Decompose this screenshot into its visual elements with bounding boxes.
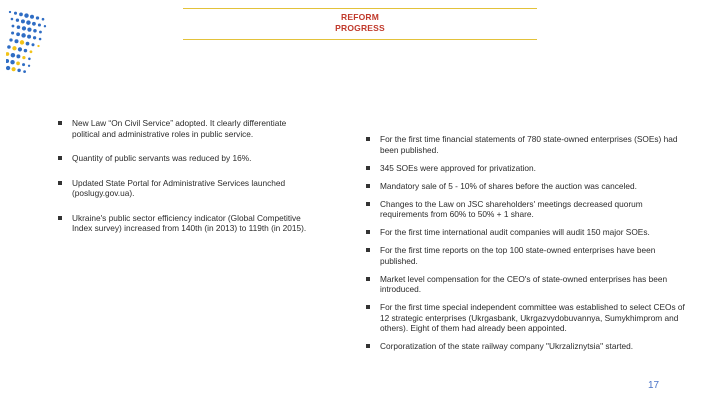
- right-bullet-list: [366, 134, 692, 359]
- logo-dot: [6, 59, 9, 63]
- bullet-square-icon: [58, 181, 62, 185]
- logo-dot: [30, 15, 34, 19]
- logo-dot: [26, 42, 30, 46]
- logo-dot: [32, 22, 36, 26]
- list-item-text: For the first time reports on the top 100 state-owned enterprises have been published.: [380, 245, 656, 266]
- list-item-text: Mandatory sale of 5 - 10% of shares before the auction was canceled.: [380, 180, 637, 191]
- list-item: [366, 134, 692, 155]
- logo-dot: [17, 25, 21, 29]
- logo-dot: [11, 53, 16, 58]
- logo-dot: [18, 47, 22, 51]
- logo-dot: [42, 18, 45, 21]
- logo-dot: [6, 66, 10, 70]
- logo-dot: [27, 27, 31, 31]
- list-item-text: Corporatization of the state railway company "Ukrzaliznytsia" started.: [380, 341, 634, 351]
- logo-dot: [24, 49, 27, 52]
- logo-dot: [33, 36, 36, 39]
- logo-dot: [12, 25, 15, 28]
- list-item: [366, 274, 692, 295]
- list-item: [58, 153, 310, 164]
- logo-dot: [12, 46, 16, 50]
- list-item-text: Changes to the Law on JSC shareholders' meetings decreased quorum requirements from 60% to 50% + 1 share.: [380, 198, 643, 219]
- logo-dot: [44, 25, 46, 27]
- list-item: [58, 213, 310, 234]
- logo-dot: [22, 63, 25, 66]
- bullet-square-icon: [366, 202, 370, 206]
- bullet-square-icon: [366, 277, 370, 281]
- list-item-text: For the first time financial statements of 780 state-owned enterprises (SOEs) had been published.: [380, 134, 678, 155]
- list-item: [366, 181, 692, 192]
- logo-dot: [9, 11, 11, 13]
- list-item-text: Ukraine's public sector efficiency indicator (Global Competitive Index survey) increased from 140th (in 2013) to 119th (in 2015).: [72, 212, 307, 233]
- page-title-line-1: REFORM: [340, 12, 380, 22]
- bullet-square-icon: [366, 184, 370, 188]
- logo-dot: [28, 65, 30, 67]
- list-item-text: For the first time special independent committee was established to select CEOs of 12 strategic enterprises (Ukrgasbank, Ukrgazvydobuvannya, Sumykhimprom and others). Eight of them had already been appointed.: [380, 302, 685, 333]
- list-item: [58, 178, 310, 199]
- list-item: [366, 302, 692, 334]
- logo-dot: [11, 31, 14, 34]
- bullet-square-icon: [58, 156, 62, 160]
- logo-dot: [9, 38, 12, 41]
- bullet-square-icon: [366, 230, 370, 234]
- logo-dot: [16, 62, 20, 66]
- logo-dot: [27, 35, 31, 39]
- list-item-text: New Law “On Civil Service” adopted. It clearly differentiate political and administrative roles in public service.: [72, 118, 287, 139]
- logo-dot: [16, 54, 20, 58]
- logo-dot: [14, 12, 17, 15]
- logo-dot: [19, 13, 23, 17]
- page-number: 17: [648, 380, 660, 391]
- logo-dot: [28, 58, 31, 61]
- logo-dot: [7, 45, 11, 49]
- list-item-text: For the first time international audit companies will audit 150 major SOEs.: [380, 227, 650, 237]
- list-item: [366, 227, 692, 238]
- logo-dot: [22, 26, 26, 30]
- bullet-square-icon: [58, 216, 62, 220]
- bullet-square-icon: [366, 305, 370, 309]
- list-item: [366, 341, 692, 352]
- logo-dot: [21, 19, 25, 23]
- list-item: [366, 199, 692, 220]
- logo-dot: [26, 20, 30, 24]
- page-title-line-2: PROGRESS: [335, 23, 385, 33]
- logo-dot: [6, 52, 9, 56]
- list-item-text: 345 SOEs were approved for privatization.: [380, 162, 536, 173]
- logo-dot: [38, 23, 41, 26]
- list-item-text: Quantity of public servants was reduced by 16%.: [72, 153, 252, 163]
- logo-dot: [39, 38, 42, 41]
- ukraine-dots-logo-icon: [6, 8, 50, 80]
- logo-dot: [37, 45, 39, 47]
- logo-dot: [17, 69, 20, 72]
- logo-dot: [39, 31, 42, 34]
- bullet-square-icon: [366, 344, 370, 348]
- logo-dot: [24, 13, 28, 17]
- logo-dot: [11, 18, 14, 21]
- list-item-text: Updated State Portal for Administrative Services launched (poslugy.gov.ua).: [72, 177, 286, 198]
- list-item: [366, 163, 692, 174]
- logo-dot: [22, 56, 25, 59]
- left-bullet-list: [58, 118, 310, 248]
- logo-dot: [33, 29, 37, 33]
- list-item-text: Market level compensation for the CEO's of state-owned enterprises has been introduced.: [380, 273, 668, 294]
- title-band: [183, 8, 537, 40]
- logo-dot: [12, 67, 16, 71]
- logo-dot: [14, 39, 18, 43]
- logo-dot: [10, 60, 14, 64]
- logo-dot: [21, 33, 25, 37]
- logo-dot: [16, 19, 19, 22]
- logo-dot: [30, 50, 33, 53]
- bullet-square-icon: [58, 121, 62, 125]
- list-item: [366, 245, 692, 266]
- bullet-square-icon: [366, 248, 370, 252]
- bullet-square-icon: [366, 137, 370, 141]
- logo-dot: [31, 43, 34, 46]
- logo-dot: [20, 40, 24, 44]
- bullet-square-icon: [366, 166, 370, 170]
- logo-dot: [36, 16, 39, 19]
- logo-dot: [16, 32, 20, 36]
- logo-dot: [23, 70, 26, 73]
- list-item: [58, 118, 310, 139]
